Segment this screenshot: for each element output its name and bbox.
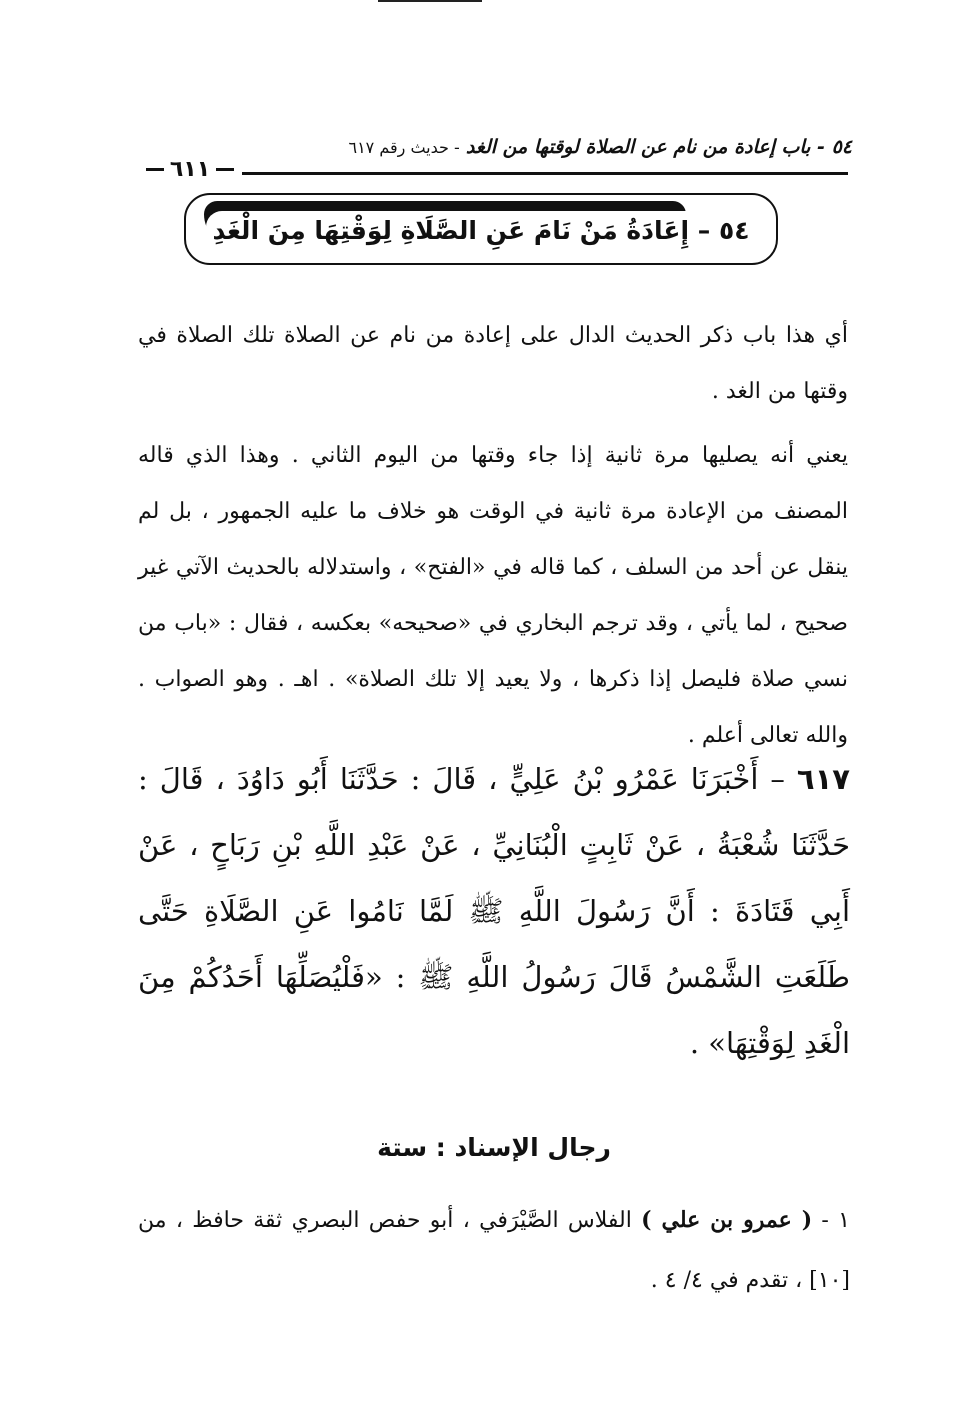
- running-header-title: ٥٤ - باب إعادة من نام عن الصلاة لوقتها من الغد: [465, 136, 852, 158]
- hadith-body: – أَخْبَرَنَا عَمْرُو بْنُ عَلِيٍّ ، قَالَ : حَدَّثَنَا أَبُو دَاوُدَ ، قَالَ : حَدَّثَنَا شُعْبَةُ ، عَنْ ثَابِتٍ الْبُنَانِيِّ ، عَنْ عَبْدِ اللَّهِ بْنِ رَبَاحٍ ، عَنْ أَبِي قَتَادَةَ : أَنَّ رَسُولَ اللَّهِ ﷺ لَمَّا نَامُوا عَنِ الصَّلَاةِ حَتَّى طَلَعَتِ الشَّمْسُ قَالَ رَسُولُ اللَّهِ ﷺ : «فَلْيُصَلِّهَا أَحَدُكُمْ مِنَ الْغَدِ لِوَقْتِهَا» .: [138, 762, 850, 1060]
- narrator-description: الفلاس الصَّيْرَفي ، أبو حفص البصري ثقة حافظ ، من [١٠] ، تقدم في ٤/ ٤ .: [138, 1208, 850, 1293]
- hadith-text: [138, 746, 850, 1076]
- running-header: [240, 134, 852, 160]
- hadith-number: ٦١٧: [796, 762, 851, 796]
- page-number: [140, 154, 240, 184]
- top-edge-rule: [378, 0, 482, 2]
- narrator-number: ١ -: [821, 1208, 850, 1233]
- section-heading: رجال الإسناد : ستة: [377, 1133, 611, 1162]
- running-header-hadith-ref: - حديث رقم ٦١٧: [348, 138, 460, 157]
- commentary-paragraph-1: أي هذا باب ذكر الحديث الدال على إعادة من نام عن الصلاة تلك الصلاة في وقتها من الغد .: [138, 323, 848, 404]
- narrator-name: ( عمرو بن علي ): [641, 1207, 813, 1233]
- chapter-title: ٥٤ – إِعَادَةُ مَنْ نَامَ عَنِ الصَّلَاةِ لِوَقْتِهَا مِنَ الْغَدِ: [206, 211, 756, 251]
- page-number-text: ٦١١: [169, 156, 211, 182]
- narrator-entry: [138, 1190, 850, 1311]
- header-rule: [242, 172, 848, 175]
- chapter-title-frame: [184, 193, 778, 265]
- commentary-paragraph-2: يعني أنه يصليها مرة ثانية إذا جاء وقتها من اليوم الثاني . وهذا الذي قاله المصنف من الإعادة مرة ثانية في الوقت هو خلاف ما عليه الجمهور ، بل لم ينقل عن أحد من السلف ، كما قاله في «الفتح» ، واستدلاله بالحديث الآتي غير صحيح ، لما يأتي ، وقد ترجم البخاري في «صحيحه» بعكسه ، فقال : «باب من نسي صلاة فليصل إذا ذكرها ، ولا يعيد إلا تلك الصلاة» . اهـ . وهو الصواب . والله تعالى أعلم .: [138, 443, 848, 748]
